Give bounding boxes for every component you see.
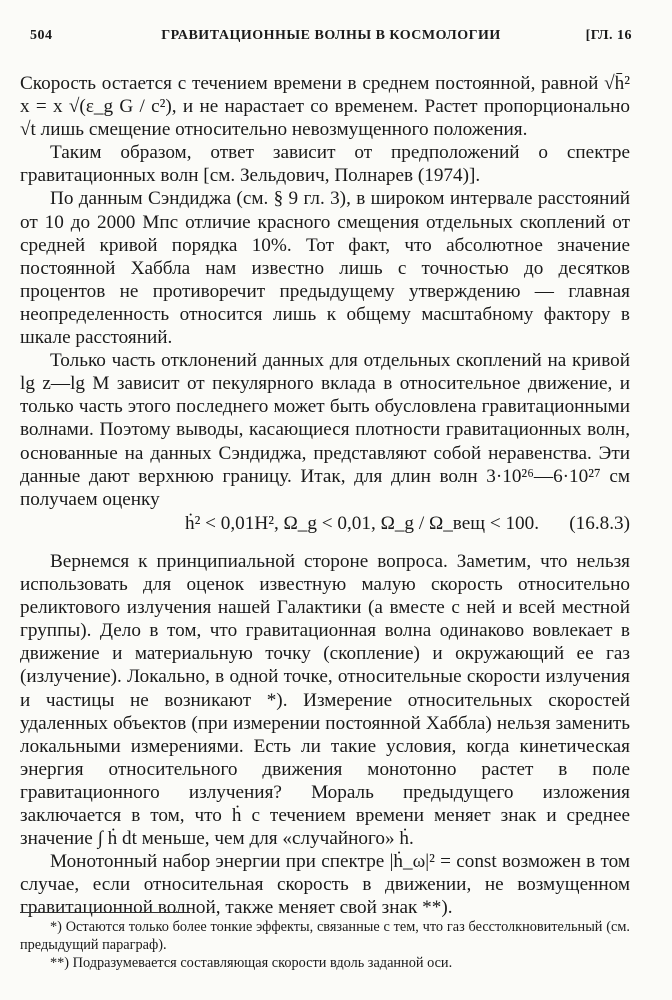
paragraph-velocity: Скорость остается с течением времени в среднем постоянной, равной √h̄² x = x √(ε_g G / c²), и не нарастает со временем. Растет пропорционально √t лишь смещение относительно невозмущенного положения. [20,73,630,141]
body-text-top [20,72,630,511]
footnote-rule [20,912,190,913]
paragraph-deviations: Только часть отклонений данных для отдельных скоплений на кривой lg z—lg M зависит от пекулярного вклада в относительное движение, и только часть этого последнего может быть обусловлена гравитационными волнами. Поэтому выводы, касающиеся плотности гравитационных волн, основанные на данных Сэндиджа, представляют собой неравенства. Эти данные дают верхнюю границу. Итак, для длин волн 3·10²⁶—6·10²⁷ см получаем оценку [20,350,630,510]
running-header [30,28,632,52]
footnotes [20,918,630,972]
paragraph-monotonic: Монотонный набор энергии при спектре |ḣ_ω|² = const возможен в том случае, если относительная скорость в движении, не возмущенном гравитационной волной, также меняет свой знак **). [20,851,630,919]
page-number: 504 [30,28,53,43]
equation-body: ḣ² < 0,01H², Ω_g < 0,01, Ω_g / Ω_вещ < 100. [185,513,540,534]
paragraph-sandage: По данным Сэндиджа (см. § 9 гл. 3), в широком интервале расстояний от 10 до 2000 Мпс отличие красного смещения отдельных скоплений от средней кривой порядка 10%. Тот факт, что абсолютное значение постоянной Хаббла нам известно лишь с точностью до десятков процентов не противоречит предыдущему утверждению — главная неопределенность относится лишь к общему масштабному фактору в шкале расстояний. [20,188,630,349]
running-title: ГРАВИТАЦИОННЫЕ ВОЛНЫ В КОСМОЛОГИИ [161,28,501,43]
equation-number: (16.8.3) [569,513,630,534]
paragraph-principle: Вернемся к принципиальной стороне вопроса. Заметим, что нельзя использовать для оценок известную малую скорость относительно реликтового излучения нашей Галактики (а вместе с ней и всей местной группы). Дело в том, что гравитационная волна одинаково вовлекает в движение и материальную точку (скопление) и окружающий ее газ (излучение). Локально, в одной точке, относительные скорости излучения и частицы не возникают *). Измерение относительных скоростей удаленных объектов (при измерении постоянной Хаббла) нельзя заменить локальными измерениями. Есть ли такие условия, когда кинетическая энергия относительного движения монотонно растет в поле гравитационного излучения? Мораль предыдущего изложения заключается в том, что ḣ с течением времени меняет знак и среднее значение ∫ ḣ dt меньше, чем для «случайного» ḣ. [20,551,630,850]
paragraph-conclusion: Таким образом, ответ зависит от предположений о спектре гравитационных волн [см. Зельдович, Полнарев (1974)]. [20,142,630,187]
equation-16-8-3 [20,503,630,543]
chapter-label: [ГЛ. 16 [585,28,632,43]
footnote-1: *) Остаются только более тонкие эффекты, связанные с тем, что газ бесстолкновительный (см. предыдущий параграф). [20,919,630,953]
body-text-bottom [20,550,630,920]
footnote-2: **) Подразумевается составляющая скорости вдоль заданной оси. [50,955,453,971]
